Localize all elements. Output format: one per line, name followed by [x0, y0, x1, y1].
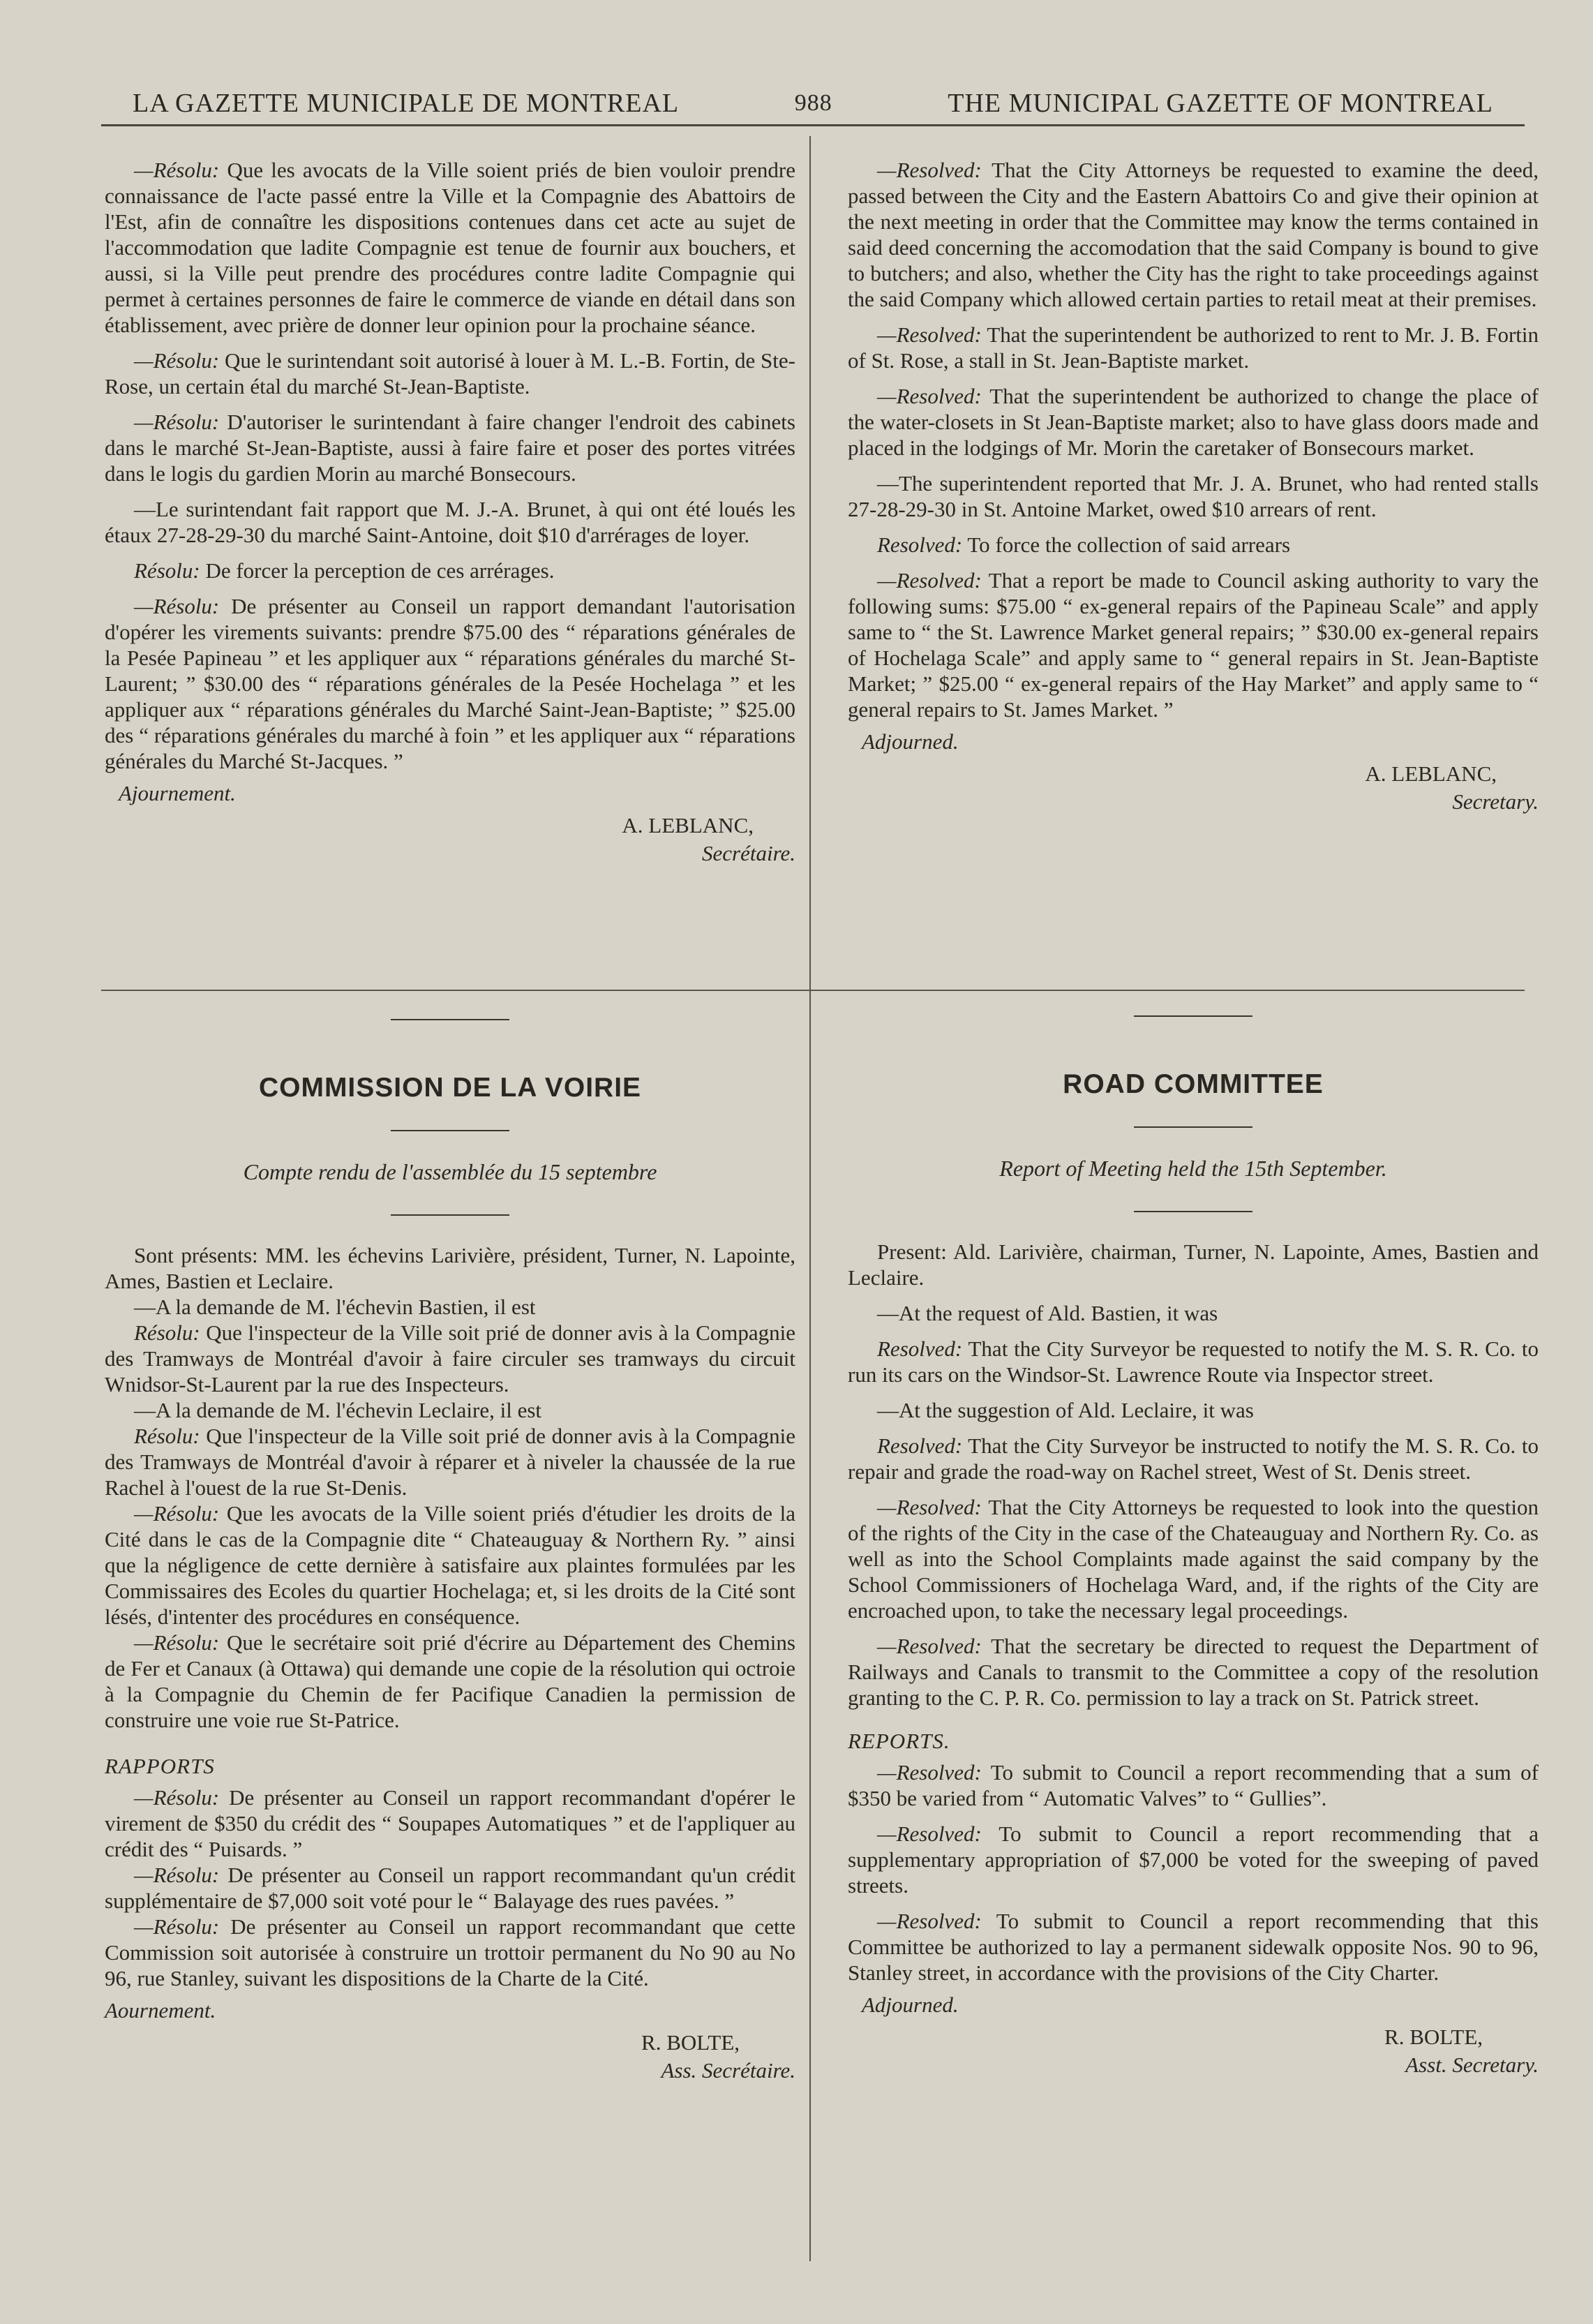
paragraph: —Résolu: De présenter au Conseil un rapport recommandant que cette Commission soit autorisée à construire un trottoir permanent du No 90 au No 96, rue Stanley, suivant les dispositions de la Charte de la Cité. — [105, 1914, 795, 1990]
right-bottom-column — [848, 1015, 1539, 2079]
paragraph: Resolved: To force the collection of said arrears — [877, 532, 1291, 557]
header-rule — [101, 124, 1525, 126]
section-subtitle: Report of Meeting held the 15th September. — [999, 1156, 1387, 1181]
signature-title: Secrétaire. — [702, 841, 795, 865]
right-bottom-reports — [848, 1759, 1539, 1986]
paragraph: Sont présents: MM. les échevins Larivière, président, Turner, N. Lapointe, Ames, Bastien et Leclaire. — [105, 1243, 795, 1293]
title-rule — [1134, 1015, 1252, 1017]
left-top-paragraphs — [105, 157, 795, 774]
signature-name: A. LEBLANC, — [1365, 761, 1497, 786]
paragraph: —Résolu: Que le surintendant soit autorisé à louer à M. L.-B. Fortin, de Ste-Rose, un certain étal du marché St-Jean-Baptiste. — [105, 348, 795, 398]
page-number: 988 — [794, 90, 832, 116]
paragraph: —Resolved: To submit to Council a report recommending that a supplementary appropriation of $7,000 be voted for the sweeping of paved streets. — [848, 1822, 1539, 1898]
right-top-column — [848, 157, 1539, 816]
adjourned-note: Ajournement. — [119, 781, 236, 805]
right-top-paragraphs — [848, 157, 1539, 722]
paragraph: —Résolu: Que le secrétaire soit prié d'écrire au Département des Chemins de Fer et Canaux (à Ottawa) qui demande une copie de la résolution qui octroie à la Compagnie du Chemin de fer Pacifique Canadien la permission de construire une voie rue St-Patrice. — [105, 1630, 795, 1732]
page-header — [133, 82, 1493, 124]
paragraph: —Resolved: That a report be made to Council asking authority to vary the following sums: $75.00 “ ex-general repairs of the Papineau Scale” and apply same to “ the St. Lawrence Market general repairs; ” $30.00 ex-general repairs of Hochelaga Scale” and apply same to “ general repairs in St. Jean-Baptiste Market; ” $25.00 “ ex-general repairs of the Hay Market” and apply same to “ general repairs to St. James Market. ” — [848, 568, 1539, 722]
signature-title: Ass. Secrétaire. — [661, 2058, 795, 2083]
paragraph: —Resolved: To submit to Council a report recommending that this Committee be authorized to lay a permanent sidewalk opposite Nos. 90 to 96, Stanley street, in accordance with the provisions of the City Charter. — [848, 1909, 1539, 1985]
adjourned-note: Adjourned. — [862, 729, 959, 754]
section-title: COMMISSION DE LA VOIRIE — [258, 1073, 642, 1103]
header-english-title: THE MUNICIPAL GAZETTE OF MONTREAL — [948, 89, 1493, 118]
paragraph: —Résolu: De présenter au Conseil un rapport recommandant qu'un crédit supplémentaire de $7,000 soit voté pour le “ Balayage des rues pavées. ” — [105, 1863, 795, 1913]
left-bottom-paragraphs — [105, 1242, 795, 1733]
paragraph: —Résolu: Que les avocats de la Ville soient priés d'étudier les droits de la Cité dans le cas de la Compagnie dite “ Chateauguay & Northern Ry. ” ainsi que la négligence de cette dernière à satisfaire aux plaintes formulées par les Commissaires des Ecoles du quartier Hochelaga; et, si les droits de la Cité sont lésés, d'intenter des procédures en conséquence. — [105, 1501, 795, 1629]
left-top-column — [105, 157, 795, 867]
signature — [105, 812, 795, 867]
right-bottom-paragraphs — [848, 1239, 1539, 1711]
paragraph: Present: Ald. Larivière, chairman, Turner, N. Lapointe, Ames, Bastien and Leclaire. — [848, 1239, 1539, 1290]
reports-heading: REPORTS. — [848, 1729, 950, 1753]
paragraph: —Resolved: That the secretary be directed to request the Department of Railways and Canals to transmit to the Committee a copy of the resolution granting to the C. P. R. Co. permission to lay a track on St. Patrick street. — [848, 1634, 1539, 1710]
section-divider — [101, 990, 1525, 991]
adjourned-note: Aournement. — [105, 1998, 216, 2023]
subtitle-rule — [1134, 1211, 1252, 1212]
reports-heading: RAPPORTS — [105, 1754, 215, 1778]
signature-name: A. LEBLANC, — [622, 813, 754, 837]
paragraph: —Resolved: That the City Attorneys be requested to examine the deed, passed between the City and the Eastern Abattoirs Co and give their opinion at the next meeting in order that the Committee may know the terms contained in said deed concerning the accomodation that the said Company is bound to give to butchers; and also, whether the City has the right to take proceedings against the said Company which allowed certain parties to retail meat at their premises. — [848, 158, 1539, 311]
signature — [848, 2023, 1539, 2079]
paragraph: —Résolu: Que les avocats de la Ville soient priés de bien vouloir prendre connaissance de l'acte passé entre la Ville et la Compagnie des Abattoirs de l'Est, afin de connaître les dispositions contenues dans cet acte au sujet de l'accommodation que ladite Compagnie est tenue de fournir aux bouchers, et aussi, si la Ville peut prendre des procédures contre ladite Compagnie qui permet à certaines personnes de faire le commerce de viande en détail dans son établissement, avec prière de donner leur opinion pour la prochaine séance. — [105, 158, 795, 337]
paragraph: —A la demande de M. l'échevin Bastien, il est — [134, 1295, 536, 1319]
title-rule — [391, 1019, 509, 1020]
adjourned-note: Adjourned. — [862, 1992, 959, 2017]
paragraph: —Resolved: That the City Attorneys be requested to look into the question of the rights of the City in the case of the Chateauguay and Northern Ry. Co. as well as into the School Complaints made against the said company by the School Commissioners of Hochelaga Ward, and, if the rights of the City are encroached upon, to take the necessary legal proceedings. — [848, 1495, 1539, 1623]
paragraph: —Le surintendant fait rapport que M. J.-A. Brunet, à qui ont été loués les étaux 27-28-29-30 du marché Saint-Antoine, doit $10 d'arrérages de loyer. — [105, 497, 795, 547]
signature — [848, 760, 1539, 816]
header-french-title: LA GAZETTE MUNICIPALE DE MONTREAL — [133, 89, 680, 118]
paragraph: —Résolu: D'autoriser le surintendant à faire changer l'endroit des cabinets dans le marché St-Jean-Baptiste, aussi à faire faire et poser des portes vitrées dans le logis du gardien Morin au marché Bonsecours. — [105, 410, 795, 486]
signature — [105, 2029, 795, 2085]
signature-title: Secretary. — [1452, 789, 1539, 814]
subtitle-rule — [391, 1214, 509, 1216]
section-title: ROAD COMMITTEE — [1063, 1069, 1324, 1099]
signature-name: R. BOLTE, — [641, 2030, 740, 2055]
paragraph: —Resolved: To submit to Council a report recommending that a sum of $350 be varied from “ Automatic Valves” to “ Gullies”. — [848, 1760, 1539, 1810]
paragraph: Resolved: That the City Surveyor be requested to notify the M. S. R. Co. to run its cars on the Windsor-St. Lawrence Route via Inspector street. — [848, 1336, 1539, 1387]
left-bottom-column — [105, 1019, 795, 2085]
signature-name: R. BOLTE, — [1384, 2025, 1483, 2049]
paragraph: Resolved: That the City Surveyor be instructed to notify the M. S. R. Co. to repair and grade the road-way on Rachel street, West of St. Denis street. — [848, 1433, 1539, 1484]
paragraph: —Résolu: De présenter au Conseil un rapport demandant l'autorisation d'opérer les virements suivants: prendre $75.00 des “ réparations générales de la Pesée Papineau ” et les appliquer aux “ réparations générales du marché St-Laurent; ” $30.00 des “ réparations générales de la Pesée Hochelaga ” et les appliquer aux “ réparations générales du Marché Saint-Jean-Baptiste; ” $25.00 des “ réparations générales du marché à foin ” et les appliquer aux “ réparations générales du Marché St-Jacques. ” — [105, 594, 795, 773]
title-rule — [1134, 1126, 1252, 1128]
paragraph: —Resolved: That the superintendent be authorized to rent to Mr. J. B. Fortin of St. Rose, a stall in St. Jean-Baptiste market. — [848, 322, 1539, 373]
paragraph: —At the request of Ald. Bastien, it was — [877, 1301, 1218, 1325]
column-divider — [809, 136, 811, 2261]
signature-title: Asst. Secretary. — [1405, 2053, 1539, 2077]
paragraph: —The superintendent reported that Mr. J. A. Brunet, who had rented stalls 27-28-29-30 in St. Antoine Market, owed $10 arrears of rent. — [848, 471, 1539, 521]
paragraph: —A la demande de M. l'échevin Leclaire, il est — [134, 1398, 542, 1422]
paragraph: Résolu: Que l'inspecteur de la Ville soit prié de donner avis à la Compagnie des Tramways de Montréal d'avoir à réparer et à niveler la chaussée de la rue Rachel à l'ouest de la rue St-Denis. — [105, 1424, 795, 1500]
paragraph: —Resolved: That the superintendent be authorized to change the place of the water-closets in St Jean-Baptiste market; also to have glass doors made and placed in the lodgings of Mr. Morin the caretaker of Bonsecours market. — [848, 384, 1539, 460]
title-rule — [391, 1130, 509, 1131]
paragraph: —At the suggestion of Ald. Leclaire, it was — [877, 1398, 1254, 1422]
paragraph: —Résolu: De présenter au Conseil un rapport recommandant d'opérer le virement de $350 du crédit des “ Soupapes Automatiques ” et de l'appliquer au crédit des “ Puisards. ” — [105, 1785, 795, 1861]
paragraph: Résolu: Que l'inspecteur de la Ville soit prié de donner avis à la Compagnie des Tramways de Montréal d'avoir à faire circuler ses tramways du circuit Wnidsor-St-Laurent par la rue des Inspecteurs. — [105, 1320, 795, 1396]
section-subtitle: Compte rendu de l'assemblée du 15 septembre — [243, 1159, 657, 1184]
left-bottom-reports — [105, 1785, 795, 1991]
paragraph: Résolu: De forcer la perception de ces arrérages. — [134, 558, 555, 583]
